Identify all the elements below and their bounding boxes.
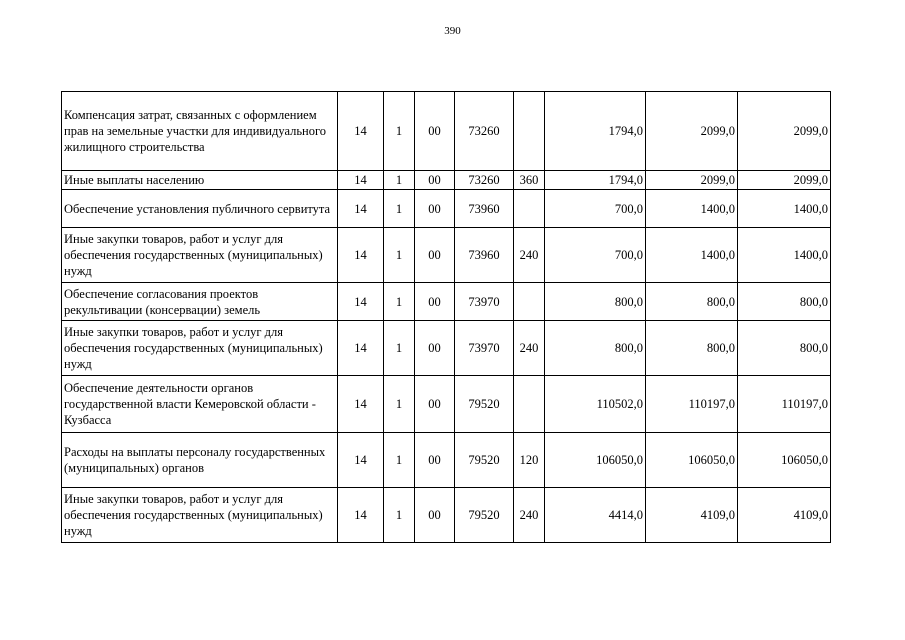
row-value-3: 2099,0	[738, 171, 831, 190]
row-expense-type	[514, 92, 545, 171]
row-expense-type: 240	[514, 321, 545, 376]
row-value-1: 800,0	[545, 321, 646, 376]
row-value-2: 800,0	[646, 283, 738, 321]
row-subprogram: 1	[384, 228, 415, 283]
budget-table	[61, 91, 831, 543]
row-name: Иные закупки товаров, работ и услуг для обеспечения государственных (муниципальных) нужд	[62, 321, 338, 376]
row-chapter: 14	[338, 321, 384, 376]
row-value-3: 106050,0	[738, 433, 831, 488]
table-row	[62, 433, 831, 488]
row-group: 00	[415, 190, 455, 228]
row-value-3: 1400,0	[738, 228, 831, 283]
row-subprogram: 1	[384, 433, 415, 488]
row-value-2: 800,0	[646, 321, 738, 376]
row-chapter: 14	[338, 171, 384, 190]
row-chapter: 14	[338, 92, 384, 171]
row-code: 73960	[455, 190, 514, 228]
row-value-1: 1794,0	[545, 92, 646, 171]
row-name: Компенсация затрат, связанных с оформлением прав на земельные участки для индивидуального жилищного строительства	[62, 92, 338, 171]
row-value-3: 2099,0	[738, 92, 831, 171]
row-expense-type: 240	[514, 228, 545, 283]
row-chapter: 14	[338, 190, 384, 228]
table-row	[62, 376, 831, 433]
row-subprogram: 1	[384, 190, 415, 228]
row-value-1: 700,0	[545, 190, 646, 228]
row-value-3: 800,0	[738, 283, 831, 321]
row-name: Обеспечение установления публичного сервитута	[62, 190, 338, 228]
row-value-1: 700,0	[545, 228, 646, 283]
row-chapter: 14	[338, 283, 384, 321]
table-row	[62, 228, 831, 283]
row-code: 79520	[455, 488, 514, 543]
row-expense-type	[514, 190, 545, 228]
row-value-2: 4109,0	[646, 488, 738, 543]
table-row	[62, 283, 831, 321]
row-value-1: 106050,0	[545, 433, 646, 488]
row-code: 73260	[455, 171, 514, 190]
row-name: Иные закупки товаров, работ и услуг для обеспечения государственных (муниципальных) нужд	[62, 488, 338, 543]
row-chapter: 14	[338, 228, 384, 283]
row-name: Иные закупки товаров, работ и услуг для обеспечения государственных (муниципальных) нужд	[62, 228, 338, 283]
row-name: Обеспечение деятельности органов государственной власти Кемеровской области - Кузбасса	[62, 376, 338, 433]
row-subprogram: 1	[384, 488, 415, 543]
row-subprogram: 1	[384, 283, 415, 321]
row-chapter: 14	[338, 433, 384, 488]
row-chapter: 14	[338, 488, 384, 543]
row-expense-type: 120	[514, 433, 545, 488]
row-value-3: 4109,0	[738, 488, 831, 543]
row-expense-type	[514, 283, 545, 321]
row-value-2: 1400,0	[646, 228, 738, 283]
row-code: 73970	[455, 321, 514, 376]
row-group: 00	[415, 433, 455, 488]
row-code: 73970	[455, 283, 514, 321]
row-group: 00	[415, 488, 455, 543]
row-code: 73260	[455, 92, 514, 171]
row-value-2: 106050,0	[646, 433, 738, 488]
row-value-1: 110502,0	[545, 376, 646, 433]
row-subprogram: 1	[384, 321, 415, 376]
row-name: Иные выплаты населению	[62, 171, 338, 190]
row-value-1: 1794,0	[545, 171, 646, 190]
row-group: 00	[415, 228, 455, 283]
table-row	[62, 92, 831, 171]
row-subprogram: 1	[384, 171, 415, 190]
row-name: Расходы на выплаты персоналу государственных (муниципальных) органов	[62, 433, 338, 488]
row-value-2: 110197,0	[646, 376, 738, 433]
row-value-2: 2099,0	[646, 92, 738, 171]
row-chapter: 14	[338, 376, 384, 433]
row-code: 79520	[455, 433, 514, 488]
row-value-3: 110197,0	[738, 376, 831, 433]
row-subprogram: 1	[384, 376, 415, 433]
row-value-2: 2099,0	[646, 171, 738, 190]
row-value-3: 1400,0	[738, 190, 831, 228]
row-code: 73960	[455, 228, 514, 283]
page-number: 390	[444, 25, 461, 37]
row-group: 00	[415, 321, 455, 376]
table-row	[62, 321, 831, 376]
row-subprogram: 1	[384, 92, 415, 171]
table-row	[62, 171, 831, 190]
row-group: 00	[415, 283, 455, 321]
row-expense-type: 360	[514, 171, 545, 190]
row-group: 00	[415, 171, 455, 190]
row-value-2: 1400,0	[646, 190, 738, 228]
table-row	[62, 488, 831, 543]
row-value-3: 800,0	[738, 321, 831, 376]
row-code: 79520	[455, 376, 514, 433]
row-expense-type	[514, 376, 545, 433]
table-row	[62, 190, 831, 228]
row-name: Обеспечение согласования проектов рекультивации (консервации) земель	[62, 283, 338, 321]
row-value-1: 4414,0	[545, 488, 646, 543]
row-group: 00	[415, 92, 455, 171]
row-value-1: 800,0	[545, 283, 646, 321]
row-group: 00	[415, 376, 455, 433]
row-expense-type: 240	[514, 488, 545, 543]
